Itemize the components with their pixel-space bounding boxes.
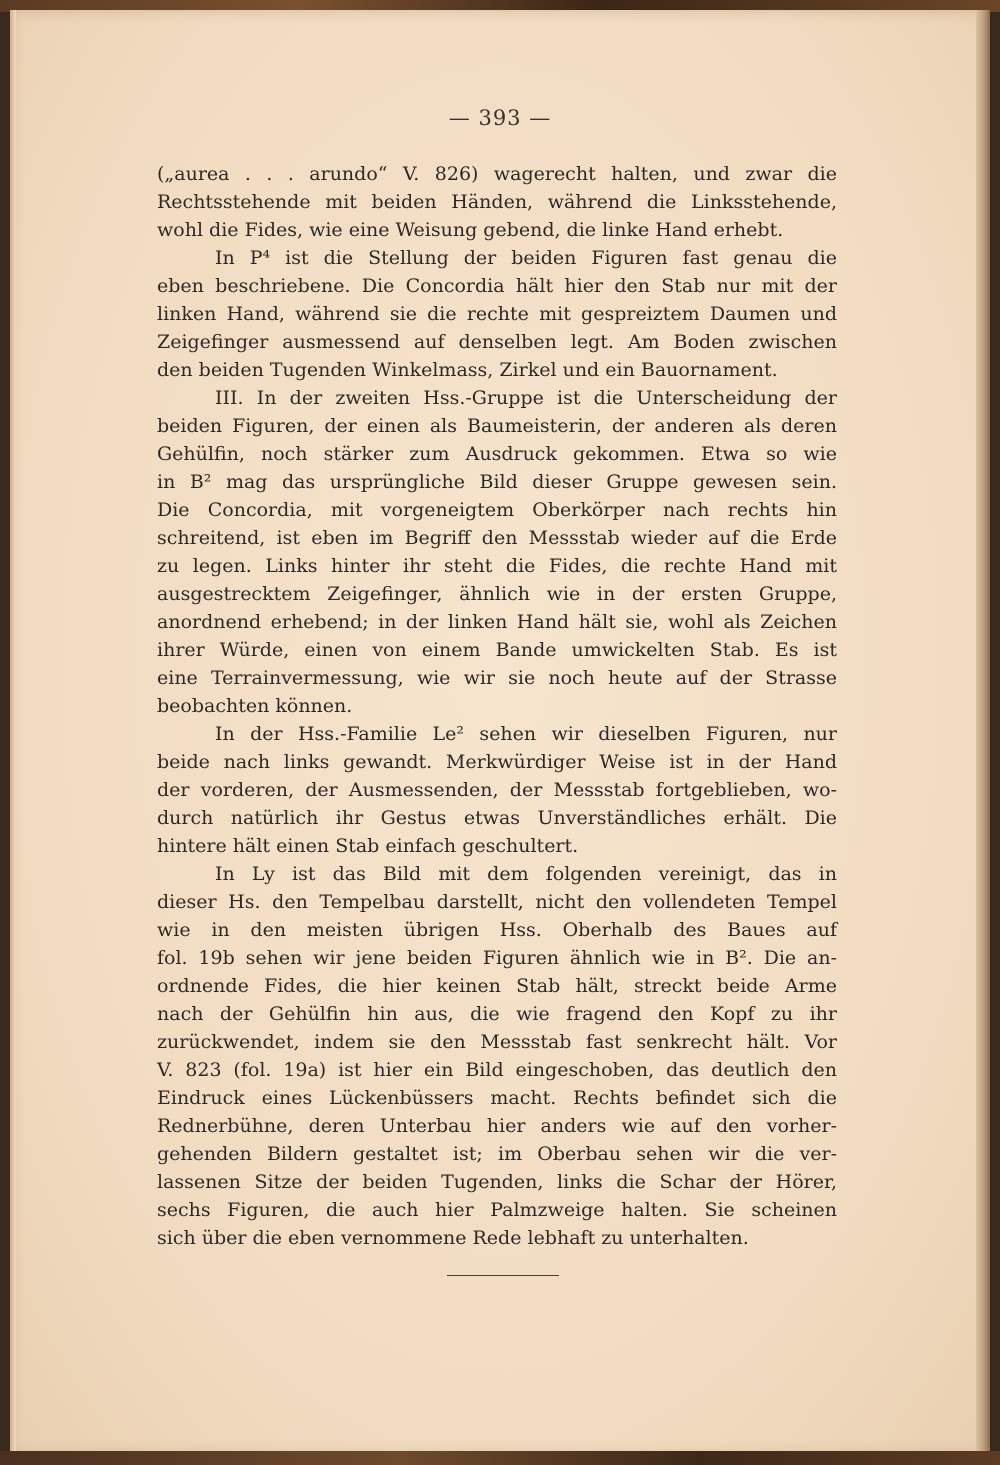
text-line: lassenen Sitze der beiden Tugenden, links die Schar der Hörer, (157, 1171, 837, 1193)
text-line: dieser Hs. den Tempelbau darstellt, nicht den vollendeten Tempel (157, 891, 837, 913)
text-line: In Ly ist das Bild mit dem folgenden vereinigt, das in (215, 863, 837, 885)
book-page (10, 10, 990, 1455)
text-line: gehenden Bildern gestaltet ist; im Oberbau sehen wir die ver- (157, 1143, 837, 1165)
text-line: anordnend erhebend; in der linken Hand hält sie, wohl als Zeichen (157, 611, 837, 633)
text-line: zurückwendet, indem sie den Messstab fast senkrecht hält. Vor (157, 1031, 837, 1053)
text-line: sich über die eben vernommene Rede lebhaft zu unterhalten. (157, 1227, 749, 1249)
text-line: Rednerbühne, deren Unterbau hier anders wie auf den vorher- (157, 1115, 837, 1137)
page-number: — 393 — (448, 106, 552, 130)
text-line: durch natürlich ihr Gestus etwas Unverständliches erhält. Die (157, 807, 837, 829)
text-line: der vorderen, der Ausmessenden, der Messstab fortgeblieben, wo- (157, 779, 837, 801)
text-line: ordnende Fides, die hier keinen Stab hält, streckt beide Arme (157, 975, 837, 997)
text-line: Die Concordia, mit vorgeneigtem Oberkörper nach rechts hin (157, 499, 837, 521)
text-line: hintere hält einen Stab einfach geschultert. (157, 835, 579, 857)
text-line: In P⁴ ist die Stellung der beiden Figuren fast genau die (215, 247, 837, 269)
text-line: eben beschriebene. Die Concordia hält hier den Stab nur mit der (157, 275, 837, 297)
text-line: Zeigefinger ausmessend auf denselben legt. Am Boden zwischen (157, 331, 837, 353)
text-line: wohl die Fides, wie eine Weisung gebend, die linke Hand erhebt. (157, 219, 784, 241)
body-text (157, 160, 837, 1252)
text-line: („aurea . . . arundo“ V. 826) wagerecht halten, und zwar die (157, 163, 837, 185)
text-line: V. 823 (fol. 19a) ist hier ein Bild eingeschoben, das deutlich den (157, 1059, 837, 1081)
text-line: III. In der zweiten Hss.-Gruppe ist die Unterscheidung der (215, 387, 837, 409)
text-line: sechs Figuren, die auch hier Palmzweige halten. Sie scheinen (157, 1199, 837, 1221)
text-line: nach der Gehülfin hin aus, die wie fragend den Kopf zu ihr (157, 1003, 837, 1025)
text-line: den beiden Tugenden Winkelmass, Zirkel und ein Bauornament. (157, 359, 778, 381)
text-line: zu legen. Links hinter ihr steht die Fides, die rechte Hand mit (157, 555, 837, 577)
text-line: beobachten können. (157, 695, 353, 717)
text-line: Gehülfin, noch stärker zum Ausdruck gekommen. Etwa so wie (157, 443, 837, 465)
page-gutter (10, 10, 16, 1455)
text-line: wie in den meisten übrigen Hss. Oberhalb des Baues auf (157, 919, 837, 941)
text-line: Eindruck eines Lückenbüssers macht. Rechts befindet sich die (157, 1087, 837, 1109)
text-line: eine Terrainvermessung, wie wir sie noch heute auf der Strasse (157, 667, 837, 689)
text-line: beiden Figuren, der einen als Baumeisterin, der anderen als deren (157, 415, 837, 437)
text-line: schreitend, ist eben im Begriff den Messstab wieder auf die Erde (157, 527, 837, 549)
text-line: ihrer Würde, einen von einem Bande umwickelten Stab. Es ist (157, 639, 837, 661)
text-line: in B² mag das ursprüngliche Bild dieser Gruppe gewesen sein. (157, 471, 837, 493)
text-line: beide nach links gewandt. Merkwürdiger Weise ist in der Hand (157, 751, 837, 773)
text-line: fol. 19b sehen wir jene beiden Figuren ähnlich wie in B². Die an- (157, 947, 837, 969)
page-binding-edge (976, 10, 990, 1455)
text-line: linken Hand, während sie die rechte mit gespreiztem Daumen und (157, 303, 837, 325)
end-rule (447, 1275, 559, 1276)
text-line: Rechtsstehende mit beiden Händen, während die Linksstehende, (157, 191, 837, 213)
text-line: ausgestrecktem Zeigefinger, ähnlich wie in der ersten Gruppe, (157, 583, 837, 605)
text-line: In der Hss.-Familie Le² sehen wir dieselben Figuren, nur (215, 723, 837, 745)
book-bottom-edge (0, 1451, 1000, 1465)
